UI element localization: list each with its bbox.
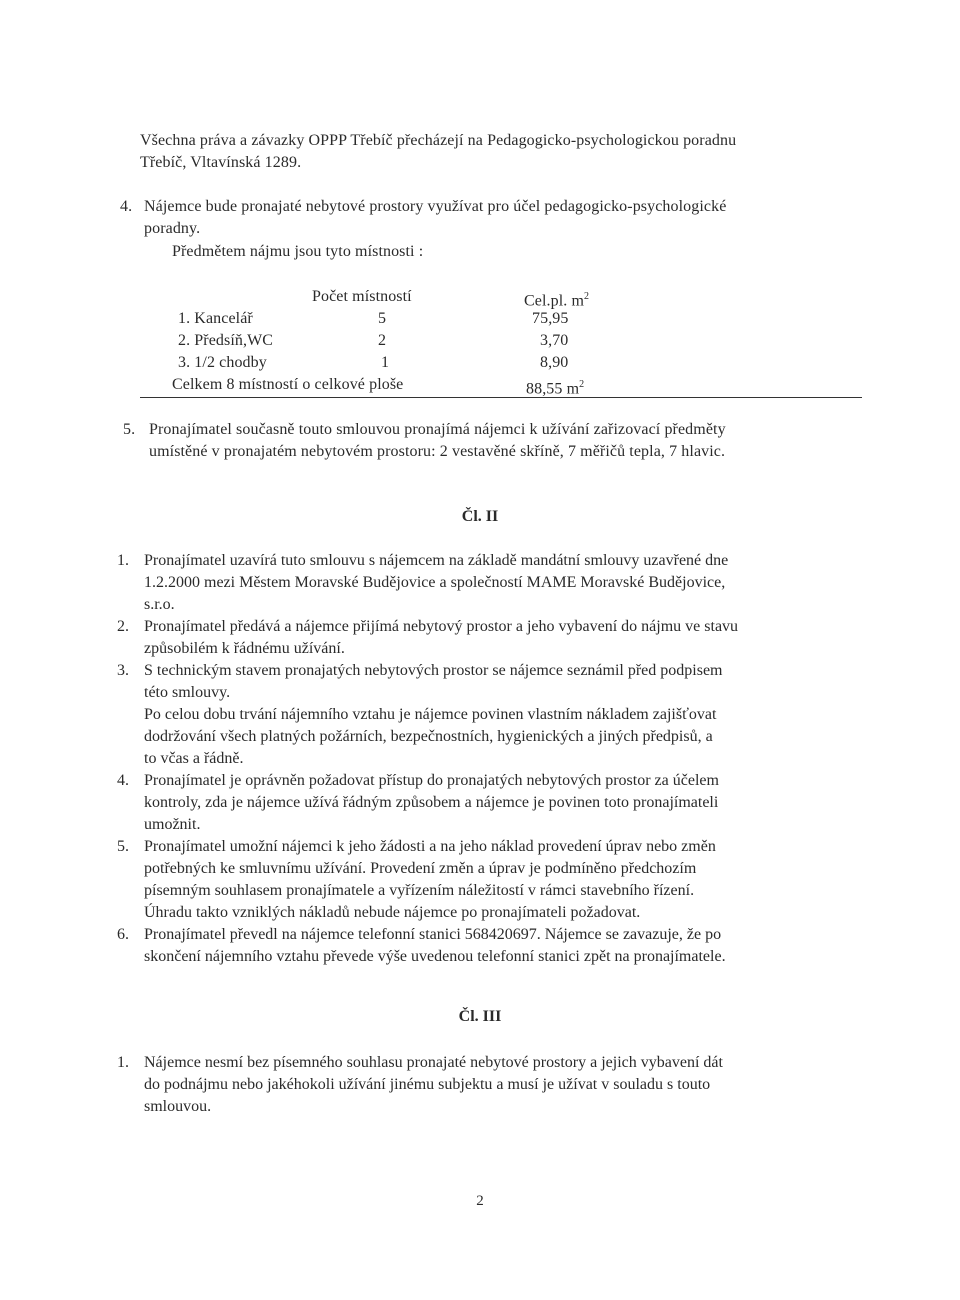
s2-item3-line-4: dodržování všech platných požárních, bezpečnostních, hygienických a jiných předpisů, a: [144, 728, 713, 745]
rooms-total-value: [526, 374, 584, 400]
s2-item5-line-3: písemným souhlasem pronajímatele a vyřízením náležitostí v rámci stavebního řízení.: [144, 882, 695, 899]
item5-number: 5.: [123, 421, 136, 438]
room-row-2-area: 3,70: [540, 332, 569, 349]
rooms-total-value-text: 88,55 m: [526, 380, 580, 398]
table-divider-line: [140, 397, 862, 398]
rooms-total-label: Celkem 8 místností o celkové ploše: [172, 376, 404, 393]
s2-item2-line-2: způsobilém k řádnému užívání.: [144, 640, 345, 657]
room-row-1-name: 1. Kancelář: [178, 310, 253, 327]
item5-line-2: umístěné v pronajatém nebytovém prostoru: 2 vestavěné skříně, 7 měřičů tepla, 7 hlavic.: [149, 443, 726, 460]
s2-item2-line-1: Pronajímatel předává a nájemce přijímá nebytový prostor a jeho vybavení do nájmu ve stavu: [144, 618, 739, 635]
rooms-total-sup: 2: [579, 379, 585, 390]
item4-line-1: Nájemce bude pronajaté nebytové prostory využívat pro účel pedagogicko-psychologické: [144, 198, 727, 215]
intro-line-1: Všechna práva a závazky OPPP Třebíč přecházejí na Pedagogicko-psychologickou poradnu: [140, 132, 737, 149]
s2-item4-line-3: umožnit.: [144, 816, 201, 833]
s2-item5-line-1: Pronajímatel umožní nájemci k jeho žádosti a na jeho náklad provedení úprav nebo změn: [144, 838, 716, 855]
s2-item2-number: 2.: [117, 618, 129, 635]
s2-item6-line-1: Pronajímatel převedl na nájemce telefonní stanici 568420697. Nájemce se zavazuje, že po: [144, 926, 722, 943]
rooms-header-count: Počet místností: [312, 288, 412, 305]
s2-item1-line-3: s.r.o.: [144, 596, 175, 613]
room-row-1-area: 75,95: [532, 310, 569, 327]
item4-number: 4.: [120, 198, 133, 215]
s2-item4-line-1: Pronajímatel je oprávněn požadovat přístup do pronajatých nebytových prostor za účelem: [144, 772, 719, 789]
s2-item6-line-2: skončení nájemního vztahu převede výše uvedenou telefonní stanici zpět na pronajímatele.: [144, 948, 726, 965]
room-row-2-count: 2: [378, 332, 387, 349]
s2-item1-line-2: 1.2.2000 mezi Městem Moravské Budějovice a společností MAME Moravské Budějovice,: [144, 574, 726, 591]
s3-item1-number: 1.: [117, 1054, 129, 1071]
s2-item3-line-2: této smlouvy.: [144, 684, 231, 701]
s2-item3-number: 3.: [117, 662, 129, 679]
s2-item5-line-2: potřebných ke smluvnímu užívání. Provedení změn a úprav je podmíněno předchozím: [144, 860, 697, 877]
s2-item3-line-1: S technickým stavem pronajatých nebytových prostor se nájemce seznámil před podpisem: [144, 662, 723, 679]
rooms-header-area-text: Cel.pl. m: [524, 292, 585, 310]
s2-item1-number: 1.: [117, 552, 129, 569]
s2-item4-line-2: kontroly, zda je nájemce užívá řádným způsobem a nájemce je povinen toto pronajímateli: [144, 794, 719, 811]
item4-line-2: poradny.: [144, 220, 201, 237]
s2-item3-line-3: Po celou dobu trvání nájemního vztahu je nájemce povinen vlastním nákladem zajišťovat: [144, 706, 717, 723]
s3-item1-line-2: do podnájmu nebo jakéhokoli užívání jinému subjektu a musí je užívat v souladu s touto: [144, 1076, 711, 1093]
s2-item3-line-5: to včas a řádně.: [144, 750, 244, 767]
item5-line-1: Pronajímatel současně touto smlouvou pronajímá nájemci k užívání zařizovací předměty: [149, 421, 726, 438]
s2-item5-line-4: Úhradu takto vzniklých nákladů nebude nájemce po pronajímateli požadovat.: [144, 904, 641, 921]
s2-item4-number: 4.: [117, 772, 129, 789]
room-row-3-count: 1: [381, 354, 390, 371]
section-3-heading: Čl. III: [458, 1008, 502, 1025]
room-row-3-name: 3. 1/2 chodby: [178, 354, 267, 371]
intro-line-2: Třebíč, Vltavínská 1289.: [140, 154, 302, 171]
room-row-1-count: 5: [378, 310, 387, 327]
s3-item1-line-1: Nájemce nesmí bez písemného souhlasu pronajaté nebytové prostory a jejich vybavení dát: [144, 1054, 723, 1071]
section-2-heading: Čl. II: [461, 508, 499, 525]
s3-item1-line-3: smlouvou.: [144, 1098, 212, 1115]
page-number: 2: [476, 1193, 484, 1209]
room-row-2-name: 2. Předsíň,WC: [178, 332, 274, 349]
s2-item6-number: 6.: [117, 926, 129, 943]
rooms-header-area-sup: 2: [584, 291, 590, 302]
s2-item5-number: 5.: [117, 838, 129, 855]
s2-item1-line-1: Pronajímatel uzavírá tuto smlouvu s nájemcem na základě mandátní smlouvy uzavřené dne: [144, 552, 729, 569]
item4-line-3: Předmětem nájmu jsou tyto místnosti :: [172, 243, 424, 260]
room-row-3-area: 8,90: [540, 354, 569, 371]
